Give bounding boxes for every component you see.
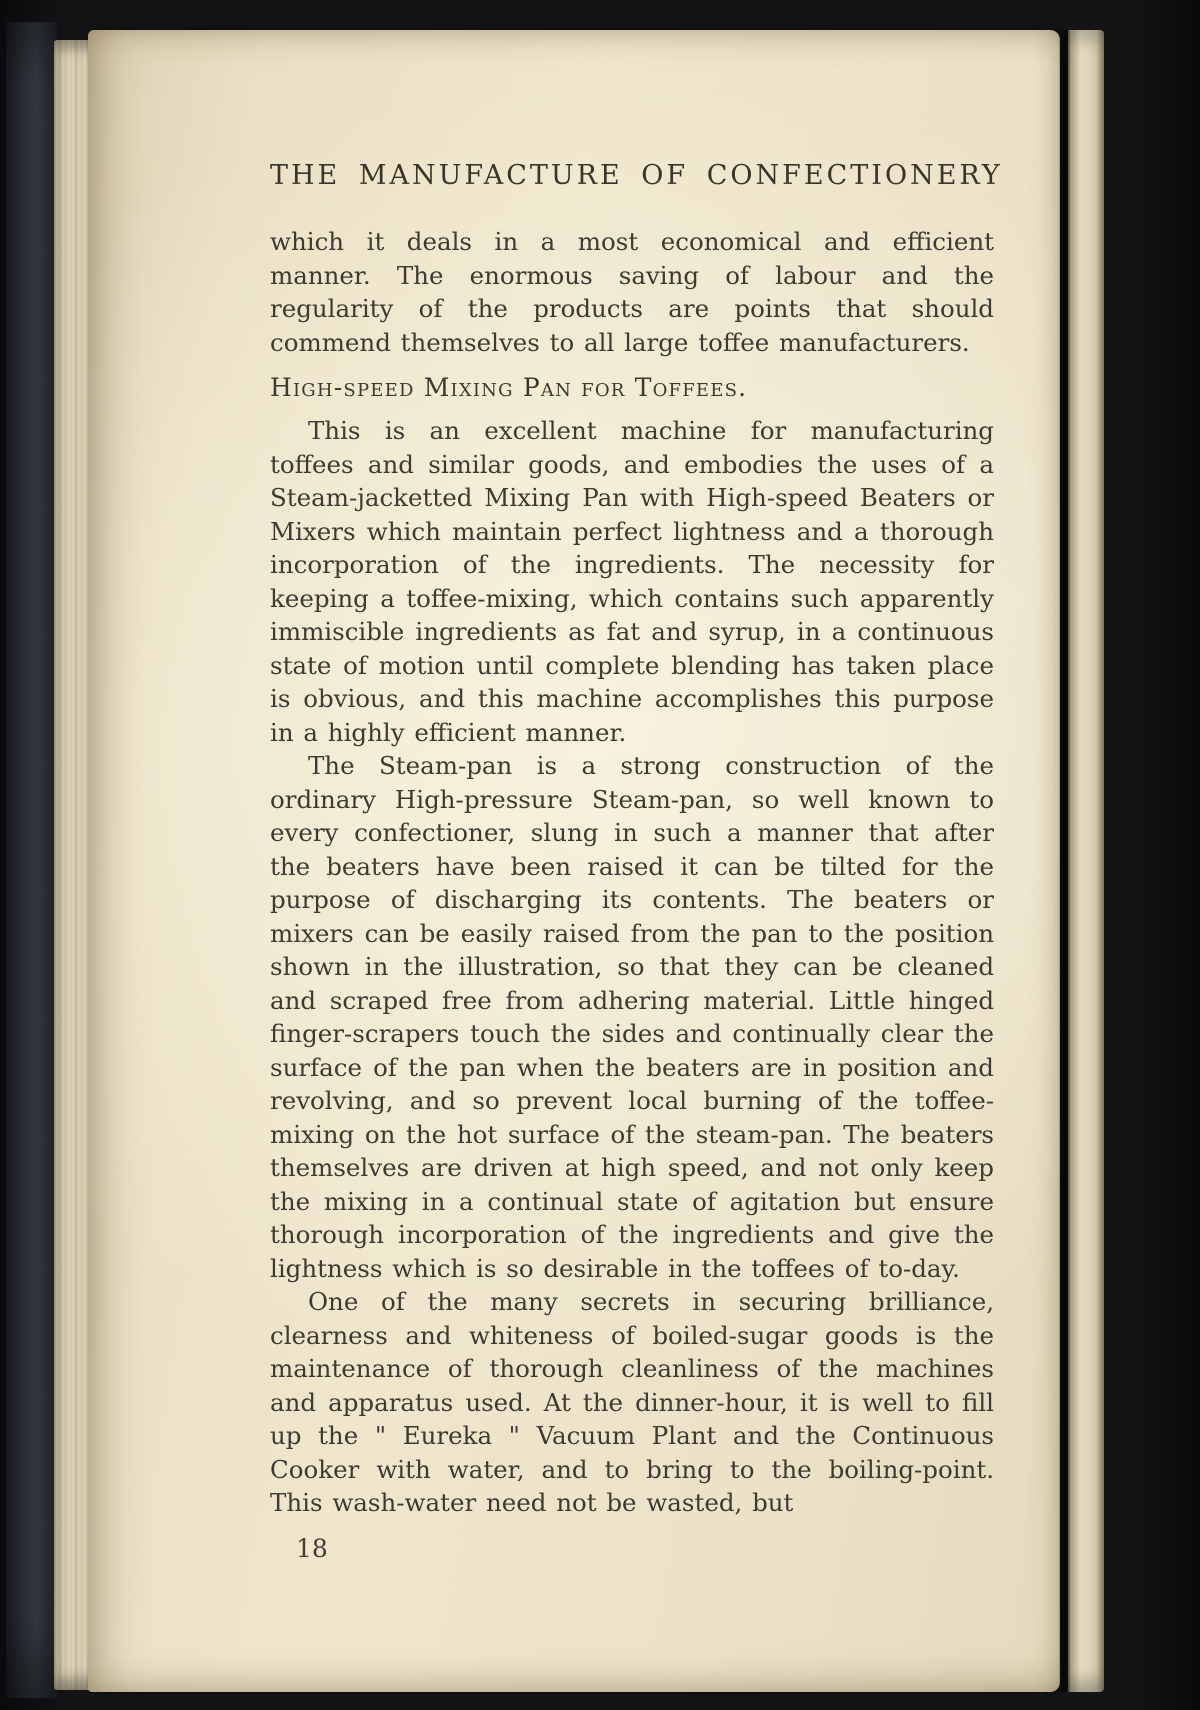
next-page-edge xyxy=(1068,30,1104,1692)
paragraph: One of the many secrets in securing brilliance, clearness and whiteness of boiled-sugar goods is the maintenance of thorough cleanliness of the machines and apparatus used. At the dinner-hour, it is well to fill up the " Eureka " Vacuum Plant and the Continuous Cooker with water, and to bring to the boiling-point. This wash-water need not be wasted, but xyxy=(270,1287,994,1517)
book-page xyxy=(88,30,1060,1692)
paragraph: This is an excellent machine for manufacturing toffees and similar goods, and embodies the uses of a Steam-jacketted Mixing Pan with High-speed Beaters or Mixers which maintain perfect lightness and a thorough incorporation of the ingredients. The necessity for keeping a toffee-mixing, which contains such apparently immiscible ingredients as fat and syrup, in a continuous state of motion until complete blending has taken place is obvious, and this machine accomplishes this purpose in a highly efficient manner. xyxy=(270,416,994,747)
running-header: THE MANUFACTURE OF CONFECTIONERY xyxy=(270,160,1003,191)
section-heading: High-speed Mixing Pan for Toffees. xyxy=(270,373,748,402)
book-cover-spine xyxy=(6,22,58,1698)
page-number: 18 xyxy=(296,1533,328,1563)
page-content xyxy=(270,160,1003,1563)
page-gutter-shadow xyxy=(1058,30,1070,1692)
paragraph-continuation: which it deals in a most economical and efficient manner. The enormous saving of labour and the regularity of the products are points that should commend themselves to all large toffee manufacturers. xyxy=(270,227,994,357)
paragraph: The Steam-pan is a strong construction of the ordinary High-pressure Steam-pan, so well known to every confectioner, slung in such a manner that after the beaters have been raised it can be tilted for the purpose of discharging its contents. The beaters or mixers can be easily raised from the pan to the position shown in the illustration, so that they can be cleaned and scraped free from adhering material. Little hinged finger-scrapers touch the sides and continually clear the surface of the pan when the beaters are in position and revolving, and so prevent local burning of the toffee-mixing on the hot surface of the steam-pan. The beaters themselves are driven at high speed, and not only keep the mixing in a continual state of agitation but ensure thorough incorporation of the ingredients and give the lightness which is so desirable in the toffees of to-day. xyxy=(270,751,994,1283)
body-text xyxy=(270,225,994,1520)
